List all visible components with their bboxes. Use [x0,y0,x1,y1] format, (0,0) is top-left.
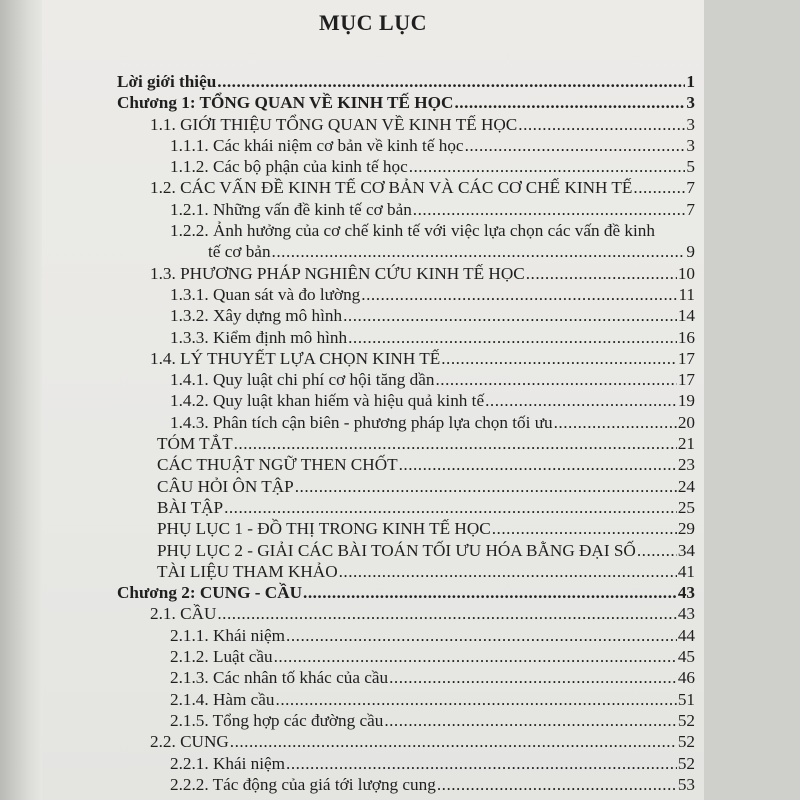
toc-entry [0,710,695,731]
dot-leader [286,753,677,774]
toc-entry-label: 2.1.1. Khái niệm [170,625,286,645]
dot-leader [409,156,686,177]
toc-entry-page: 52 [677,753,695,773]
toc-entry [0,177,695,198]
toc-entry [0,731,695,752]
toc-entry-page: 7 [686,178,695,198]
toc-entry-page: 44 [677,625,695,645]
toc-entry-label: 1.4.1. Quy luật chi phí cơ hội tăng dần [170,370,435,390]
toc-entry-label: 1.1. GIỚI THIỆU TỔNG QUAN VỀ KINH TẾ HỌC [150,114,518,134]
toc-entry-page: 5 [686,157,695,177]
toc-entry-page: 43 [677,583,695,603]
toc-entry-page: 3 [686,114,695,134]
toc-entry-label: Chương 2: CUNG - CẦU [117,583,303,603]
toc-entry-page: 53 [677,774,695,794]
toc-entry-label: Lời giới thiệu [117,72,217,91]
toc-entry [0,412,695,433]
toc-entry-label: 2.2.1. Khái niệm [170,753,286,773]
toc-entry [0,241,695,262]
dot-leader [554,412,677,433]
toc-entry [0,369,695,390]
toc-entry-page: 9 [686,242,695,262]
toc-entry [0,646,695,667]
dot-leader [437,774,677,795]
toc-entry [0,220,695,241]
toc-entry [0,753,695,774]
toc-entry [0,348,695,369]
toc-entry-page: 19 [677,391,695,411]
dot-leader [633,177,685,198]
toc-entry-label: PHỤ LỤC 2 - GIẢI CÁC BÀI TOÁN TỐI ƯU HÓA BẰNG ĐẠI SỐ [157,540,636,560]
toc-entry-label: 1.4.3. Phân tích cận biên - phương pháp lựa chọn tối ưu [170,412,553,432]
dot-leader [637,540,677,561]
dot-leader [276,689,677,710]
toc-entry [0,603,695,624]
toc-entry-page: 45 [677,647,695,667]
toc-entry-label: 1.1.1. Các khái niệm cơ bản về kinh tế học [170,135,464,155]
toc-entry [0,71,695,92]
toc-entry [0,774,695,795]
toc-entry-label: 2.2.2. Tác động của giá tới lượng cung [170,774,436,794]
toc-entry [0,454,695,475]
toc-entry [0,497,695,518]
toc-entry-page: 34 [677,540,695,560]
dot-leader [224,497,677,518]
dot-leader [343,305,677,326]
dot-leader [295,476,677,497]
toc-entry-page: 1 [686,72,695,91]
toc-entry-page: 11 [678,284,695,304]
toc-entry [0,476,695,497]
dot-leader [274,646,677,667]
toc-entry-page: 21 [677,434,695,454]
dot-leader [399,454,677,475]
toc-entry-label: 2.1.3. Các nhân tố khác của cầu [170,668,389,688]
toc-entry-label: 1.3. PHƯƠNG PHÁP NGHIÊN CỨU KINH TẾ HỌC [150,263,525,283]
toc-entry-page: 51 [677,689,695,709]
toc-entry [0,390,695,411]
dot-leader [454,92,685,113]
toc-entry-label: TÀI LIỆU THAM KHẢO [157,561,338,581]
dot-leader [413,199,686,220]
dot-leader [272,241,686,262]
toc-entry [0,199,695,220]
toc-entry-label: CÁC THUẬT NGỮ THEN CHỐT [157,455,398,475]
toc-entry-page: 52 [677,710,695,730]
dot-leader [526,263,677,284]
toc-entry-page: 7 [686,199,695,219]
toc-entry [0,263,695,284]
dot-leader [389,667,677,688]
toc-entry [0,561,695,582]
toc-entry-page: 16 [677,327,695,347]
toc-entry-label: 2.1.4. Hàm cầu [170,689,275,709]
dot-leader [217,603,676,624]
toc-entry-label: 1.3.3. Kiểm định mô hình [170,327,348,347]
toc-entry [0,540,695,561]
toc-entry [0,92,695,113]
dot-leader [485,390,677,411]
toc-entry-page: 43 [677,604,695,624]
toc-entry [0,518,695,539]
toc-entry-page: 52 [677,732,695,752]
dot-leader [435,369,676,390]
dot-leader [465,135,686,156]
toc-entry-label: PHỤ LỤC 1 - ĐỒ THỊ TRONG KINH TẾ HỌC [157,519,491,539]
toc-entry-label: 1.1.2. Các bộ phận của kinh tế học [170,157,408,177]
dot-leader [361,284,677,305]
toc-entry-page: 20 [677,412,695,432]
toc-entry-page: 17 [677,370,695,390]
toc-entry-label: BÀI TẬP [157,497,224,517]
toc-entry-page: 25 [677,497,695,517]
dot-leader [217,71,685,92]
toc-entry-label: 2.1.5. Tổng hợp các đường cầu [170,710,384,730]
dot-leader [339,561,677,582]
toc-entry [0,582,695,603]
toc-entry-label: 2.1. CẦU [150,604,217,624]
toc-entry-label: 1.2. CÁC VẤN ĐỀ KINH TẾ CƠ BẢN VÀ CÁC CƠ CHẾ KINH TẾ [150,178,633,198]
table-of-contents [0,71,800,795]
toc-entry-label: 1.3.2. Xây dựng mô hình [170,306,343,326]
toc-entry-label: 2.2. CUNG [150,732,229,752]
toc-entry [0,156,695,177]
dot-leader [441,348,677,369]
toc-entry [0,305,695,326]
toc-entry-page: 23 [677,455,695,475]
toc-entry-page: 14 [677,306,695,326]
dot-leader [348,327,677,348]
toc-entry [0,135,695,156]
toc-entry [0,689,695,710]
toc-entry-page: 41 [677,561,695,581]
dot-leader [234,433,677,454]
toc-entry [0,667,695,688]
toc-entry-page: 3 [686,135,695,155]
toc-entry-page: 17 [677,348,695,368]
toc-entry-page: 3 [686,93,695,113]
toc-entry-label: Chương 1: TỔNG QUAN VỀ KINH TẾ HỌC [117,93,454,113]
dot-leader [518,114,685,135]
toc-entry-label: 1.4.2. Quy luật khan hiếm và hiệu quả kinh tế [170,391,485,411]
toc-entry-label: CÂU HỎI ÔN TẬP [157,476,294,496]
toc-entry-label: 1.4. LÝ THUYẾT LỰA CHỌN KINH TẾ [150,348,441,368]
dot-leader [303,582,677,603]
dot-leader [492,518,677,539]
toc-entry-page: 46 [677,668,695,688]
toc-entry-page: 29 [677,519,695,539]
toc-entry-label: 2.1.2. Luật cầu [170,647,273,667]
toc-entry-page: 24 [677,476,695,496]
dot-leader [230,731,677,752]
toc-entry-page: 10 [677,263,695,283]
toc-entry-label: tế cơ bản [208,242,271,262]
toc-entry [0,625,695,646]
toc-entry [0,327,695,348]
toc-entry [0,284,695,305]
toc-entry [0,114,695,135]
toc-entry-label: 1.3.1. Quan sát và đo lường [170,284,361,304]
page-title: MỤC LỤC [319,10,427,35]
toc-entry-label: TÓM TẮT [157,434,233,454]
dot-leader [384,710,676,731]
dot-leader [286,625,677,646]
toc-entry-label: 1.2.1. Những vấn đề kinh tế cơ bản [170,199,412,219]
toc-entry [0,433,695,454]
toc-entry-label: 1.2.2. Ảnh hưởng của cơ chế kinh tế với việc lựa chọn các vấn đề kinh [170,221,655,241]
